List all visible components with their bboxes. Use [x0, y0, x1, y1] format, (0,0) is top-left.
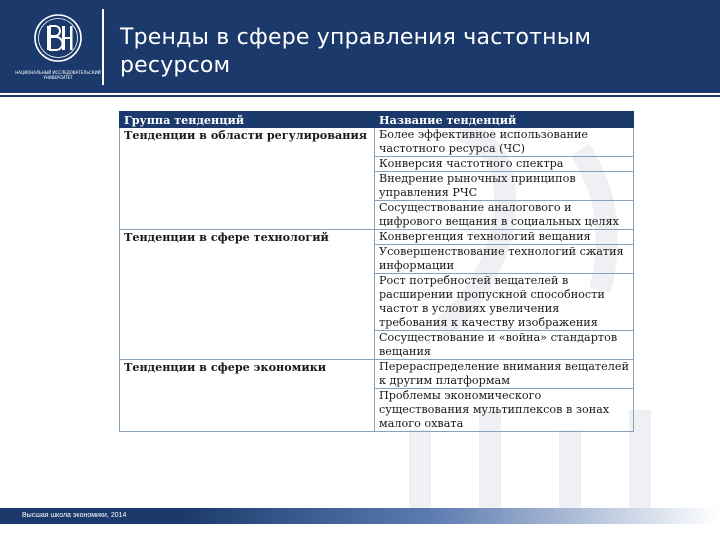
trend-cell: Проблемы экономического существования мультиплексов в зонах малого охвата — [375, 389, 634, 432]
header-cell-group: Группа тенденций — [120, 112, 375, 128]
table-row — [120, 360, 634, 389]
footer-text: Высшая школа экономики, 2014 — [22, 512, 127, 519]
trend-cell: Сосуществование аналогового и цифрового вещания в социальных целях — [375, 201, 634, 230]
group-cell-economy: Тенденции в сфере экономики — [120, 360, 375, 432]
trend-cell: Более эффективное использование частотного ресурса (ЧС) — [375, 128, 634, 157]
trend-cell: Внедрение рыночных принципов управления РЧС — [375, 172, 634, 201]
table-header-row — [120, 112, 634, 128]
header-divider — [102, 9, 104, 85]
group-cell-technology: Тенденции в сфере технологий — [120, 230, 375, 360]
trend-cell: Конверсия частотного спектра — [375, 157, 634, 172]
logo-caption: НАЦИОНАЛЬНЫЙ ИССЛЕДОВАТЕЛЬСКИЙ УНИВЕРСИТЕТ — [15, 70, 101, 80]
trend-cell: Сосуществование и «война» стандартов вещания — [375, 331, 634, 360]
table-row — [120, 230, 634, 245]
header-underline — [0, 95, 720, 97]
trend-cell: Рост потребностей вещателей в расширении пропускной способности частот в условиях увеличения требования к качеству изображения — [375, 274, 634, 331]
header-bar — [0, 0, 720, 93]
trend-cell: Перераспределение внимания вещателей к другим платформам — [375, 360, 634, 389]
table-row — [120, 128, 634, 157]
page-title: Тренды в сфере управления частотным ресурсом — [120, 25, 592, 78]
header-cell-name: Название тенденций — [375, 112, 634, 128]
trend-cell: Конвергенция технологий вещания — [375, 230, 634, 245]
trend-cell: Усовершенствование технологий сжатия информации — [375, 245, 634, 274]
group-cell-regulation: Тенденции в области регулирования — [120, 128, 375, 230]
trends-table — [119, 111, 634, 432]
